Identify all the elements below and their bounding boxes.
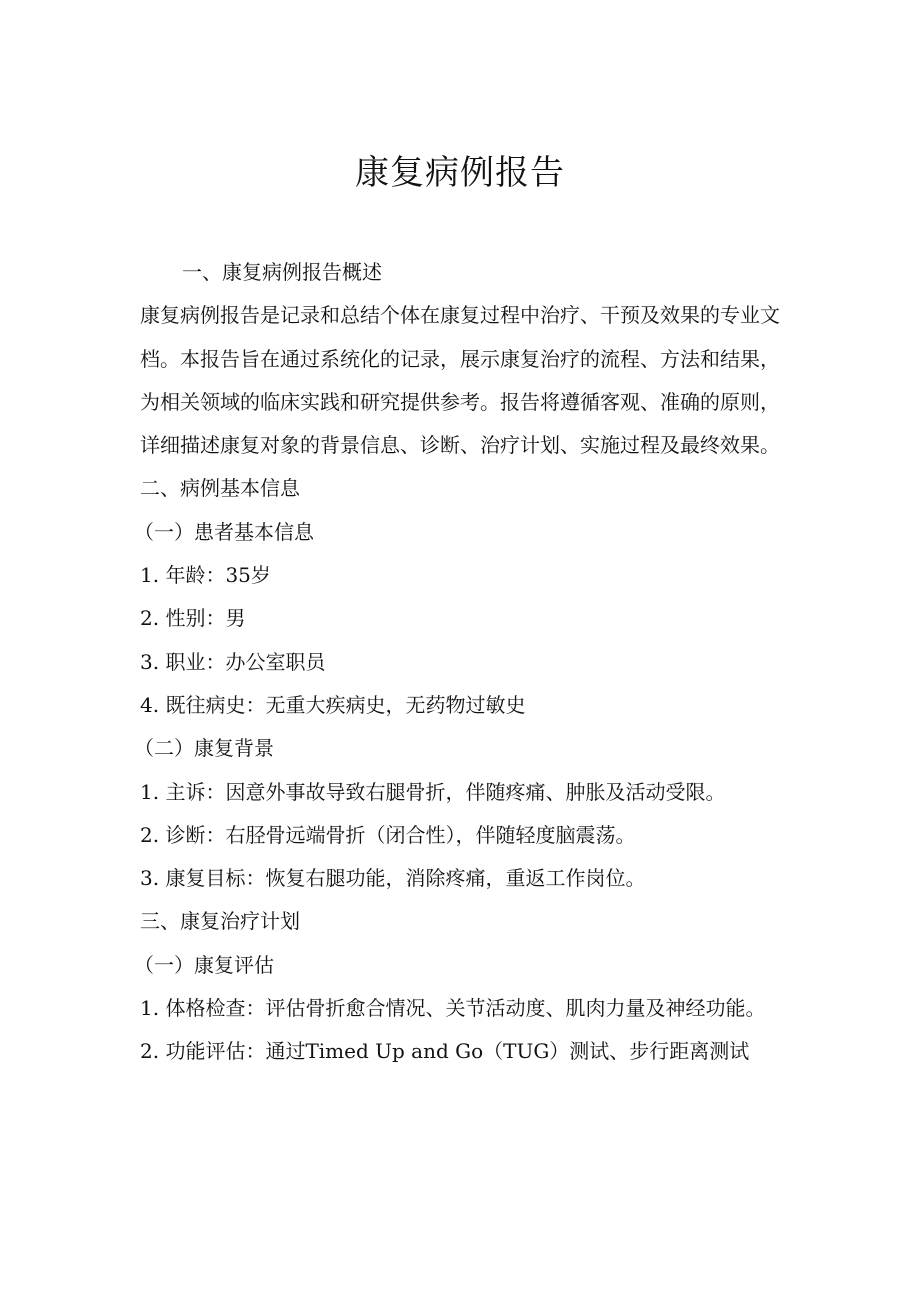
list-item: 4. 既往病史：无重大疾病史，无药物过敏史 xyxy=(140,692,526,717)
section-heading: 三、康复治疗计划 xyxy=(140,909,300,934)
document-body xyxy=(134,251,780,1074)
list-item: 3. 职业：办公室职员 xyxy=(140,649,326,674)
list-item: 3. 康复目标：恢复右腿功能，消除疼痛，重返工作岗位。 xyxy=(140,866,646,891)
list-item: 1. 主诉：因意外事故导致右腿骨折，伴随疼痛、肿胀及活动受限。 xyxy=(140,779,726,804)
subsection-heading: （一）康复评估 xyxy=(134,952,274,977)
subsection-heading: （二）康复背景 xyxy=(134,736,274,761)
section-heading: 二、病例基本信息 xyxy=(140,476,300,501)
list-item: 1. 体格检查：评估骨折愈合情况、关节活动度、肌肉力量及神经功能。 xyxy=(140,996,766,1021)
list-item: 1. 年龄：35岁 xyxy=(140,563,271,588)
section-heading: 一、康复病例报告概述 xyxy=(182,260,382,284)
subsection-heading: （一）患者基本信息 xyxy=(134,519,314,544)
list-item: 2. 性别：男 xyxy=(140,606,246,631)
list-item: 2. 功能评估：通过Timed Up and Go（TUG）测试、步行距离测试 xyxy=(140,1039,750,1064)
document-title: 康复病例报告 xyxy=(355,153,565,193)
paragraph: 康复病例报告是记录和总结个体在康复过程中治疗、干预及效果的专业文档。本报告旨在通过系统化的记录，展示康复治疗的流程、方法和结果，为相关领域的临床实践和研究提供参考。报告将遵循客观、准确的原则，详细描述康复对象的背景信息、诊断、治疗计划、实施过程及最终效果。 xyxy=(140,303,780,458)
list-item: 2. 诊断：右胫骨远端骨折（闭合性），伴随轻度脑震荡。 xyxy=(140,822,636,847)
